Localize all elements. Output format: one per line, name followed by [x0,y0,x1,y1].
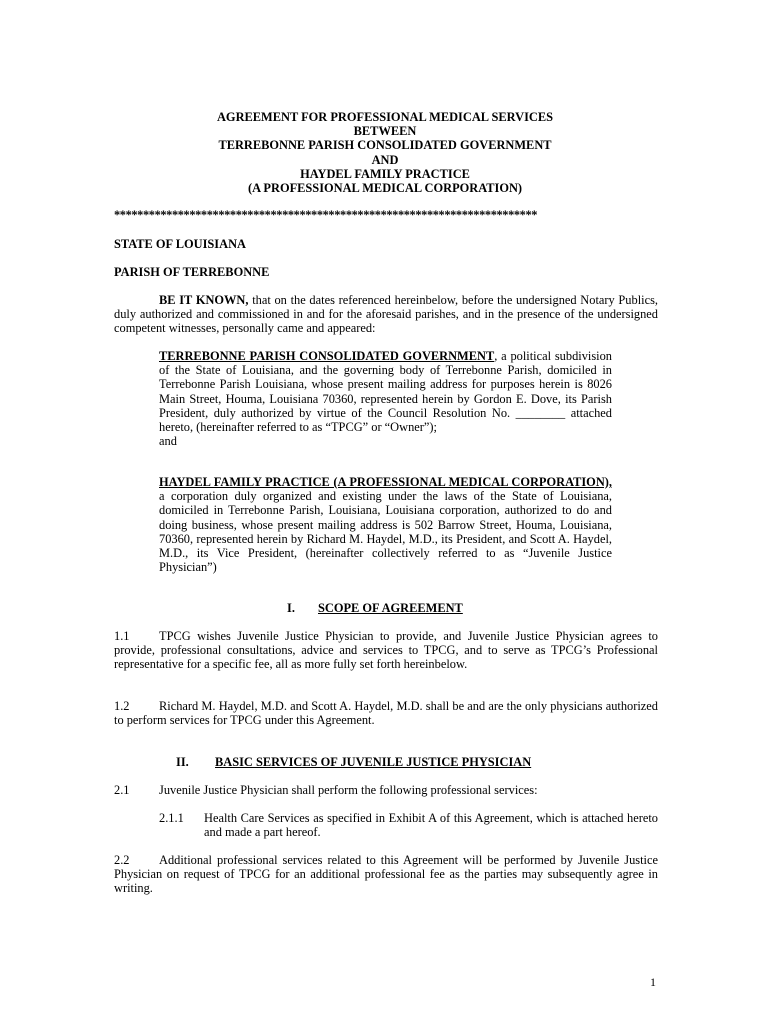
party2-paragraph [159,475,612,574]
paragraph-2-1-1-text: Health Care Services as specified in Exhibit A of this Agreement, which is attached hereto and made a part hereof. [204,811,658,840]
paragraph-1-2-number: 1.2 [114,699,130,713]
paragraph-1-1-text: TPCG wishes Juvenile Justice Physician to provide, and Juvenile Justice Physician agrees to provide, professional consultations, advice and services to TPCG, and to serve as TPCG’s Professional representative for a specific fee, all as more fully set forth hereinbelow. [114,629,658,672]
title-line-5: HAYDEL FAMILY PRACTICE [300,166,470,181]
page-number: 1 [650,975,656,989]
party2-text: a corporation duly organized and existing under the laws of the State of Louisiana, domiciled in Terrebonne Parish, Louisiana, Louisiana corporation, authorized to do and doing business, whose present mailing address is 502 Barrow Street, Houma, Louisiana, 70360, represented herein by Richard M. Haydel, M.D., its President, and Scott A. Haydel, M.D., its Vice President, (hereinafter collectively referred to as “Juvenile Justice Physician”) [159,489,612,575]
title-line-3: TERREBONNE PARISH CONSOLIDATED GOVERNMENT [218,138,552,153]
be-it-known-paragraph [114,293,658,336]
paragraph-1-2-text: Richard M. Haydel, M.D. and Scott A. Haydel, M.D. shall be and are the only physicians authorized to perform services for TPCG under this Agreement. [114,699,658,728]
paragraph-1-1 [114,629,658,672]
section2-title: BASIC SERVICES OF JUVENILE JUSTICE PHYSICIAN [215,755,532,769]
paragraph-2-1-number: 2.1 [114,783,130,797]
paragraph-2-2-text: Additional professional services related to this Agreement will be performed by Juvenile Justice Physician on request of TPCG for an additional professional fee as the parties may subsequently agree in writing. [114,853,658,896]
section2-number: II. [176,755,189,769]
separator-line: ************************************************************************* [114,208,538,222]
paragraph-1-1-number: 1.1 [114,629,130,643]
title-line-6: (A PROFESSIONAL MEDICAL CORPORATION) [247,181,523,196]
title-line-2: BETWEEN [353,124,417,139]
title-line-4: AND [371,152,399,167]
be-it-known-text: that on the dates referenced hereinbelow, before the undersigned Notary Publics, duly authorized and commissioned in and for the aforesaid parishes, and in the presence of the undersigned competent witnesses, personally came and appeared: [114,293,659,336]
parish-heading: PARISH OF TERREBONNE [114,265,270,279]
paragraph-2-1-1-number: 2.1.1 [159,811,184,825]
party1-text: , a political subdivision of the State of Louisiana, and the governing body of Terrebonne Parish, domiciled in Terrebonne Parish Louisiana, whose present mailing address for purposes herein is 8026 Main Street, Houma, Louisiana 70360, represented herein by Gordon E. Dove, its Parish President, duly authorized by virtue of the Council Resolution No. ________ attached hereto, (hereinafter referred to as “TPCG” or “Owner”); [159,349,612,435]
paragraph-2-1-text: Juvenile Justice Physician shall perform the following professional services: [159,783,538,797]
paragraph-2-2 [114,853,658,896]
paragraph-2-2-number: 2.2 [114,853,130,867]
party2-name: HAYDEL FAMILY PRACTICE (A PROFESSIONAL MEDICAL CORPORATION), [159,475,612,489]
paragraph-1-2 [114,699,658,727]
document-title [110,110,660,195]
party1-name: TERREBONNE PARISH CONSOLIDATED GOVERNMENT [159,349,495,363]
section1-number: I. [287,601,295,615]
party1-paragraph [159,349,612,448]
party1-and: and [159,434,177,449]
section1-title: SCOPE OF AGREEMENT [318,601,463,615]
title-line-1: AGREEMENT FOR PROFESSIONAL MEDICAL SERVICES [216,110,553,124]
state-heading: STATE OF LOUISIANA [114,237,246,251]
be-it-known-lead: BE IT KNOWN, [159,293,249,307]
